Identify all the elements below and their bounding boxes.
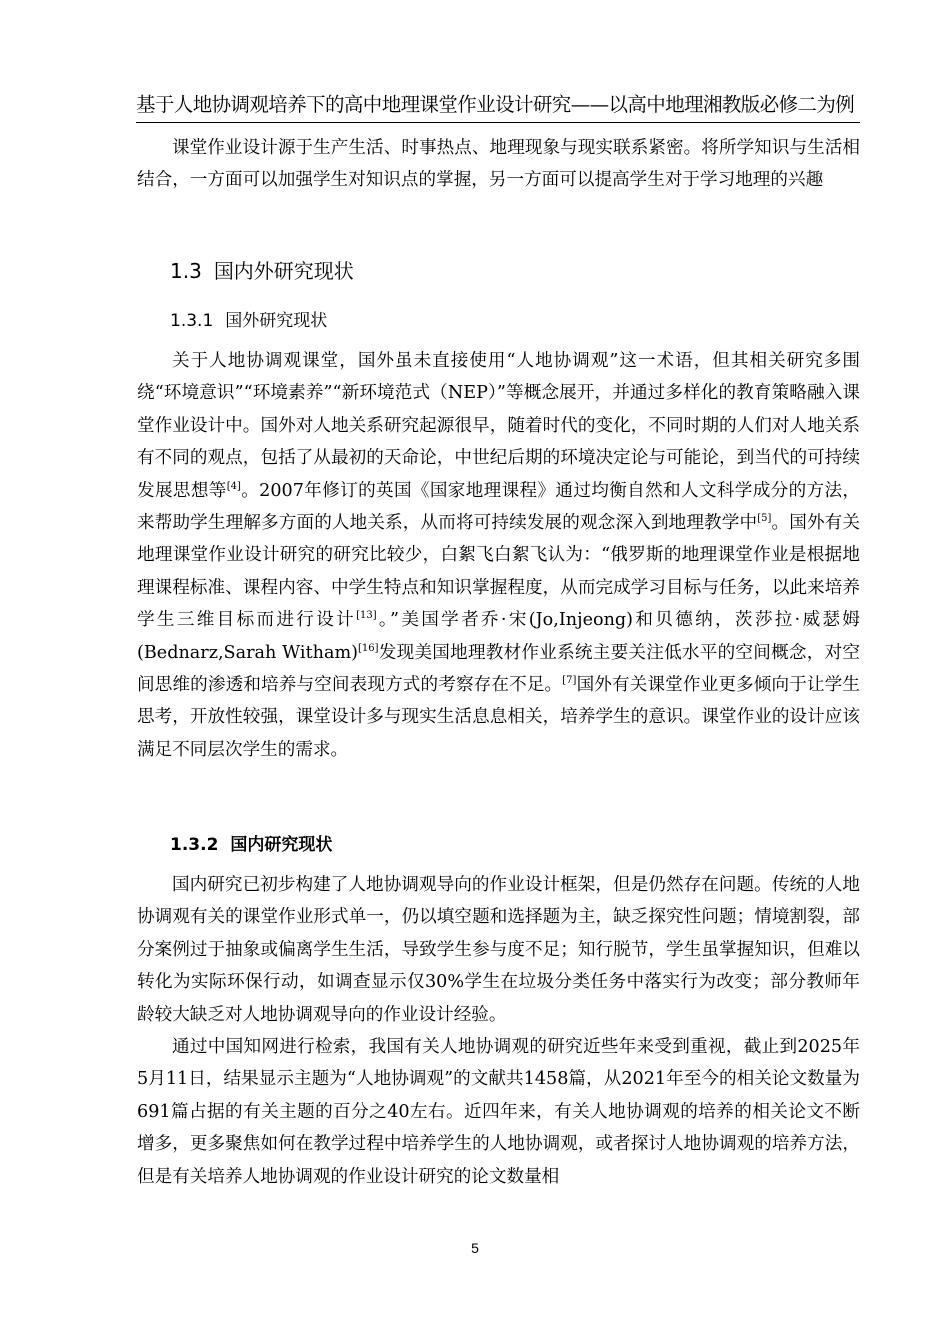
- paragraph-text: 关于人地协调观课堂，国外虽未直接使用“人地协调观”这一术语，但其相关研究多围绕“环境意识”“环境素养”“新环境范式（NEP）”等概念展开，并通过多样化的教育策略融入课堂作业设计中。国外对人地关系研究起源很早，随着时代的变化，不同时期的人们对人地关系有不同的观点，包括了从最初的天命论，中世纪后期的环境决定论与可能论，到当代的可持续发展思想等: [137, 351, 860, 501]
- paragraph-text: 。2007年修订的英国《国家地理课程》通过均衡自然和人文科学成分的方法，来帮助学生理解多方面的人地关系，从而将可持续发展的观念深入到地理教学中: [137, 480, 860, 534]
- citation: [7]: [562, 675, 577, 687]
- section-title: 国内外研究现状: [213, 259, 354, 283]
- paragraph-text: 发现美国地理教材作业系统主要关注低水平的空间概念，对空间思维的渗透和培养与空间表现方式的考察存在不足。: [137, 642, 860, 696]
- section-number: 1.3: [170, 259, 202, 283]
- citation: [16]: [358, 642, 379, 654]
- section-heading-1-3: [170, 257, 354, 285]
- citation: [4]: [226, 480, 241, 492]
- foreign-research-paragraph: [137, 345, 860, 766]
- intro-paragraph: 课堂作业设计源于生产生活、时事热点、地理现象与现实联系紧密。将所学知识与生活相结合，一方面可以加强学生对知识点的掌握，另一方面可以提高学生对于学习地理的兴趣: [137, 138, 860, 191]
- subsection-title: 国外研究现状: [225, 311, 328, 331]
- paragraph-text: 。国外有关地理课堂作业设计研究的研究比较少，白絮飞白絮飞认为：“俄罗斯的地理课堂作业是根据地理课程标准、课程内容、中学生特点和知识掌握程度，从而完成学习目标与任务，以此来培养学生三维目标而进行设计: [137, 513, 860, 631]
- citation: [13]: [356, 610, 377, 622]
- running-header-title: 基于人地协调观培养下的高中地理课堂作业设计研究——以高中地理湘教版必修二为例: [136, 93, 855, 116]
- subsection-number: 1.3.2: [170, 835, 219, 855]
- paragraph-text: 。”美国学者乔·宋(Jo,Injeong)和贝德纳，茨莎拉·威瑟姆(Bednarz,Sarah Witham): [137, 610, 860, 663]
- page-number: 5: [471, 1240, 479, 1256]
- header-rule: [136, 122, 860, 123]
- paragraph-text: 国外有关课堂作业更多倾向于让学生思考，开放性较强，课堂设计多与现实生活息息相关，培养学生的意识。课堂作业的设计应该满足不同层次学生的需求。: [137, 675, 860, 760]
- citation: [5]: [757, 513, 772, 525]
- domestic-research-paragraph-1: 国内研究已初步构建了人地协调观导向的作业设计框架，但是仍然存在问题。传统的人地协调观有关的课堂作业形式单一，仍以填空题和选择题为主，缺乏探究性问题；情境割裂，部分案例过于抽象或偏离学生生活，导致学生参与度不足；知行脱节，学生虽掌握知识，但难以转化为实际环保行动，如调查显示仅30%学生在垃圾分类任务中落实行为改变；部分教师年龄较大缺乏对人地协调观导向的作业设计经验。: [137, 875, 860, 1025]
- subsection-heading-1-3-1: [170, 309, 327, 333]
- domestic-research-paragraph-2: 通过中国知网进行检索，我国有关人地协调观的研究近些年来受到重视，截止到2025年5月11日，结果显示主题为“人地协调观”的文献共1458篇，从2021年至今的相关论文数量为691篇占据的有关主题的百分之40左右。近四年来，有关人地协调观的培养的相关论文不断增多，更多聚焦如何在教学过程中培养学生的人地协调观，或者探讨人地协调观的培养方法，但是有关培养人地协调观的作业设计研究的论文数量相: [137, 1037, 860, 1187]
- subsection-heading-1-3-2: [170, 833, 332, 857]
- subsection-number: 1.3.1: [170, 311, 214, 331]
- subsection-title: 国内研究现状: [230, 835, 333, 855]
